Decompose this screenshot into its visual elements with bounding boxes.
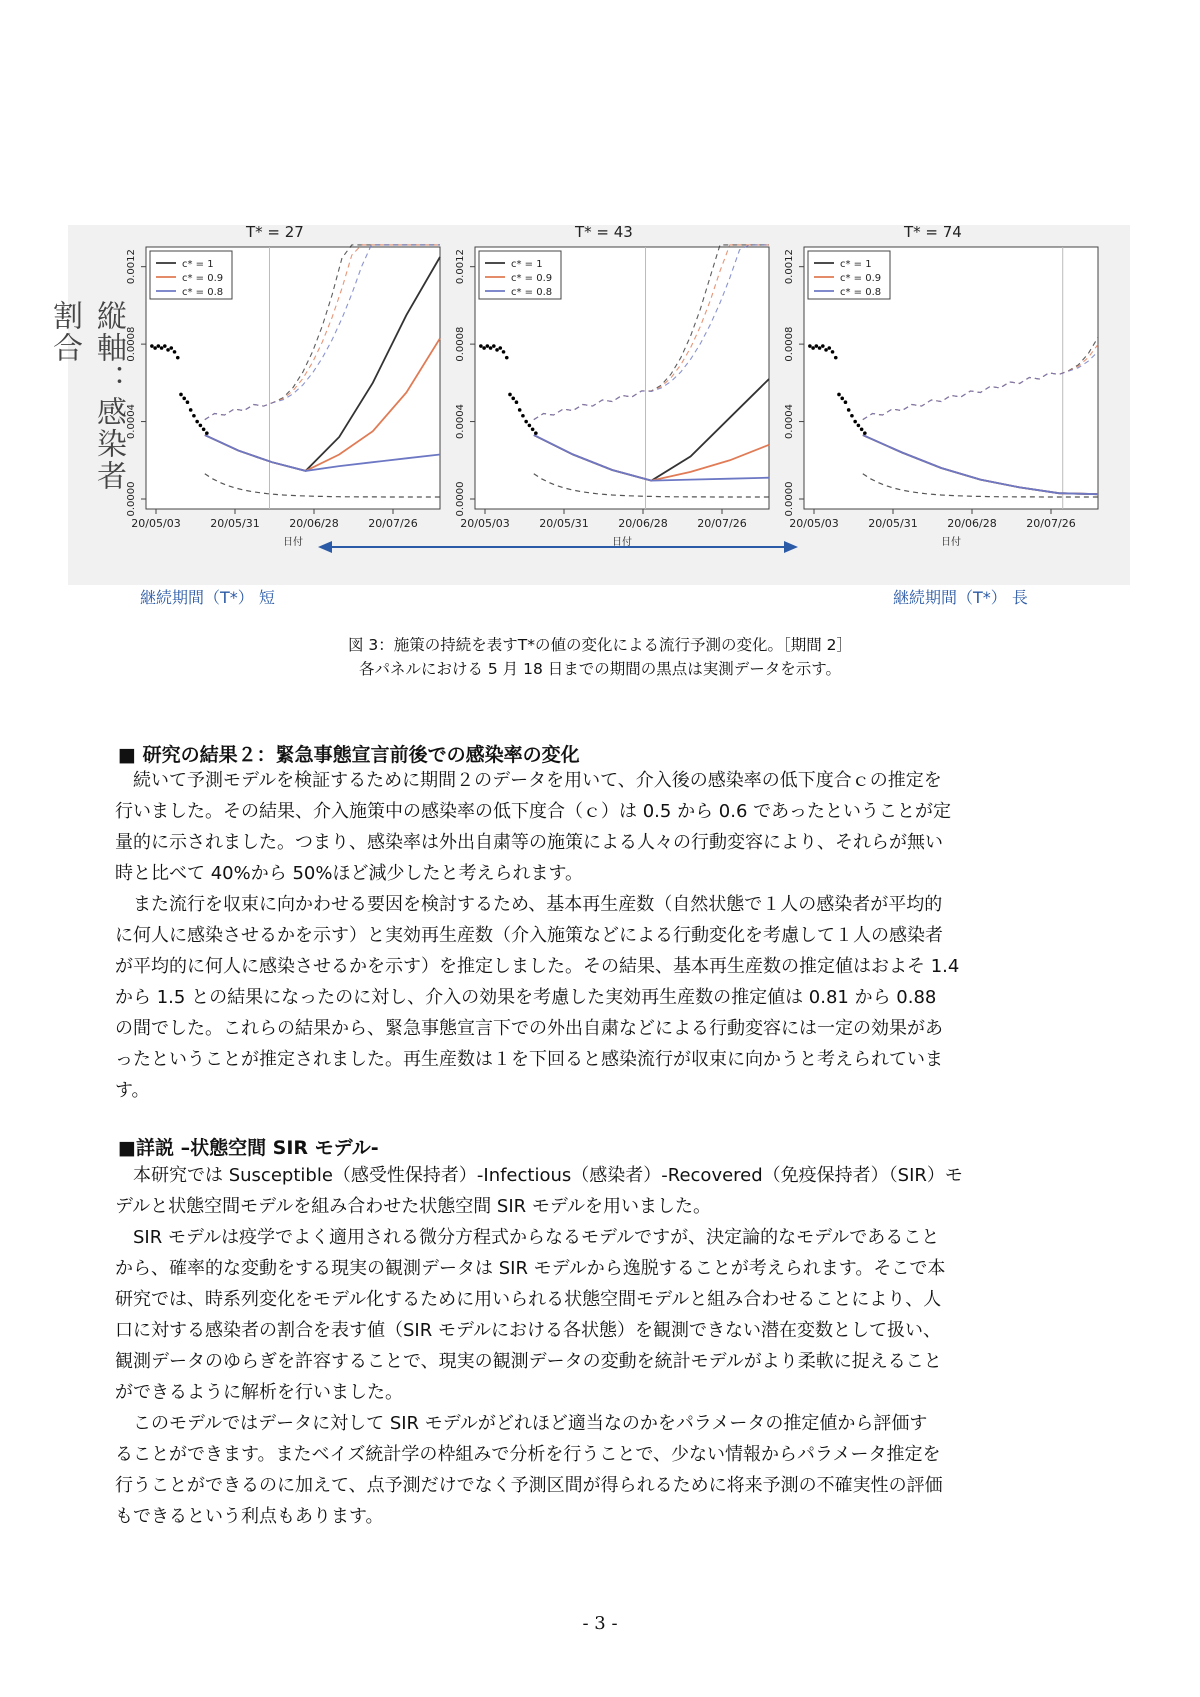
y-tick-label: 0.0008 (455, 326, 466, 362)
observed-point (150, 344, 154, 348)
x-tick-label: 20/05/31 (868, 517, 918, 530)
observed-point (495, 348, 499, 352)
observed-point (840, 397, 844, 401)
paragraph-line: もできるという利点もあります。 (115, 1506, 384, 1527)
paragraph-line: 続いて予測モデルを検証するために期間２のデータを用いて、介入後の感染率の低下度合ｃの推定を (133, 770, 942, 791)
paragraph-line: 量的に示されました。つまり、感染率は外出自粛等の施策による人々の行動変容により、それらが無い (115, 832, 943, 853)
x-tick-label: 20/06/28 (618, 517, 668, 530)
observed-point (844, 400, 848, 404)
observed-point (192, 414, 196, 418)
observed-point (199, 424, 203, 428)
observed-point (157, 344, 161, 348)
paragraph-line: 時と比べて 40%から 50%ほど減少したと考えられます。 (115, 863, 584, 884)
section-heading-sir-model: ■詳説 –状態空間 SIR モデル- (118, 1137, 379, 1159)
observed-point (182, 397, 186, 401)
figure-3 (47, 225, 1130, 585)
x-tick-label: 20/07/26 (697, 517, 747, 530)
paragraph-line: ることができます。またベイズ統計学の枠組みで分析を行うことで、少ない情報からパラメータ推定を (115, 1444, 941, 1465)
x-tick-label: 20/06/28 (289, 517, 339, 530)
x-tick-label: 20/07/26 (1026, 517, 1076, 530)
observed-point (837, 393, 841, 397)
observed-point (482, 346, 486, 350)
legend-label: c* = 0.9 (840, 273, 882, 284)
x-tick-label: 20/05/31 (539, 517, 589, 530)
paragraph-line: ができるように解析を行いました。 (115, 1382, 403, 1403)
observed-point (531, 428, 535, 432)
x-axis-label: 日付 (283, 537, 303, 548)
observed-point (186, 400, 190, 404)
observed-point (179, 393, 183, 397)
observed-point (827, 346, 831, 350)
observed-point (498, 346, 502, 350)
observed-point (163, 344, 167, 348)
paragraph-line: SIR モデルは疫学でよく適用される微分方程式からなるモデルですが、決定論的なモデルであること (133, 1227, 940, 1248)
x-tick-label: 20/05/03 (789, 517, 839, 530)
observed-point (811, 346, 815, 350)
observed-point (850, 414, 854, 418)
paragraph-line: このモデルではデータに対して SIR モデルがどれほど適当なのかをパラメータの推定値から評価す (133, 1413, 928, 1434)
observed-point (528, 424, 532, 428)
paragraph-line: 口に対する感染者の割合を表す値（SIR モデルにおける各状態）を観測できない潜在変数として扱い、 (115, 1320, 942, 1341)
paragraph-line: から 1.5 との結果になったのに対し、介入の効果を考慮した実効再生産数の推定値は 0.81 から 0.88 (115, 987, 937, 1008)
observed-point (166, 348, 170, 352)
paragraph-line: 観測データのゆらぎを許容することで、現実の観測データの変動を統計モデルがより柔軟に捉えること (115, 1351, 942, 1372)
paragraph-line: 行いました。その結果、介入施策中の感染率の低下度合（ｃ）は 0.5 から 0.6 であったということが定 (115, 801, 951, 822)
x-tick-label: 20/05/03 (460, 517, 510, 530)
observed-point (479, 344, 483, 348)
panel-title: T* = 74 (904, 225, 962, 241)
duration-long-label: 継続期間（T*） 長 (893, 588, 1028, 607)
y-tick-label: 0.0000 (455, 481, 466, 517)
paragraph-line: に何人に感染させるかを示す）と実効再生産数（介入施策などによる行動変化を考慮して１人の感染者 (115, 925, 943, 946)
observed-point (173, 350, 177, 354)
observed-point (160, 346, 164, 350)
paragraph-line: から、確率的な変動をする現実の観測データは SIR モデルから逸脱することが考えられます。そこで本 (115, 1258, 946, 1279)
x-tick-label: 20/05/03 (131, 517, 181, 530)
observed-point (824, 348, 828, 352)
caption-line-2: 各パネルにおける 5 月 18 日までの期間の黒点は実測データを示す。 (358, 660, 842, 678)
paragraph (115, 1222, 1100, 1408)
page-number: - 3 - (582, 1613, 618, 1634)
paragraph-line: が平均的に何人に感染させるかを示す）を推定しました。その結果、基本再生産数の推定値はおよそ 1.4 (115, 956, 960, 977)
paragraph (115, 765, 1100, 889)
paragraph-line: 行うことができるのに加えて、点予測だけでなく予測区間が得られるために将来予測の不確実性の評価 (115, 1475, 943, 1496)
legend-label: c* = 1 (182, 259, 214, 270)
observed-point (518, 408, 522, 412)
legend-label: c* = 0.9 (511, 273, 553, 284)
observed-point (169, 346, 173, 350)
paragraph (115, 1408, 1100, 1532)
observed-point (176, 356, 180, 360)
x-tick-label: 20/06/28 (947, 517, 997, 530)
arrow-head-left (318, 541, 332, 553)
paragraph-line: また流行を収束に向かわせる要因を検討するため、基本再生産数（自然状態で１人の感染者が平均的 (133, 894, 943, 915)
arrow-head-right (784, 541, 798, 553)
paragraph-line: ったということが推定されました。再生産数は１を下回ると感染流行が収束に向かうと考えられていま (115, 1049, 943, 1070)
observed-point (515, 400, 519, 404)
panel-title: T* = 43 (575, 225, 633, 241)
observed-point (508, 393, 512, 397)
paragraph-line: 本研究では Susceptible（感受性保持者）-Infectious（感染者）-Recovered（免疫保持者）（SIR）モ (133, 1165, 963, 1186)
duration-short-label: 継続期間（T*） 短 (140, 588, 275, 607)
section-heading-results-2: ■ 研究の結果２：緊急事態宣言前後での感染率の変化 (118, 744, 580, 766)
observed-point (534, 431, 538, 435)
observed-point (505, 356, 509, 360)
observed-point (502, 350, 506, 354)
observed-point (489, 346, 493, 350)
observed-point (860, 428, 864, 432)
y-tick-label: 0.0004 (784, 404, 795, 440)
y-axis-label: 縦軸：感染者割合 (47, 300, 126, 492)
observed-point (189, 408, 193, 412)
observed-point (521, 414, 525, 418)
panel-title: T* = 27 (246, 225, 304, 241)
observed-point (815, 344, 819, 348)
paragraph-line: の間でした。これらの結果から、緊急事態宣言下での外出自粛などによる行動変容には一定の効果があ (115, 1018, 943, 1039)
x-axis-label: 日付 (941, 537, 961, 548)
y-tick-label: 0.0000 (126, 481, 137, 517)
y-tick-label: 0.0008 (126, 326, 137, 362)
y-tick-label: 0.0000 (784, 481, 795, 517)
observed-point (524, 420, 528, 424)
observed-point (853, 420, 857, 424)
observed-point (511, 397, 515, 401)
observed-point (808, 344, 812, 348)
x-tick-label: 20/07/26 (368, 517, 418, 530)
x-axis-label: 日付 (612, 537, 632, 548)
paragraph-line: す。 (115, 1080, 150, 1101)
observed-point (492, 344, 496, 348)
caption-line-1: 図 3：施策の持続を表すT*の値の変化による流行予測の変化。［期間 2］ (347, 636, 853, 654)
legend-label: c* = 1 (840, 259, 872, 270)
figure-svg (47, 225, 1130, 585)
y-tick-label: 0.0004 (455, 404, 466, 440)
paragraph (115, 889, 1100, 1106)
paragraph-line: デルと状態空間モデルを組み合わせた状態空間 SIR モデルを用いました。 (115, 1196, 711, 1217)
observed-point (195, 420, 199, 424)
observed-point (153, 346, 157, 350)
observed-point (834, 356, 838, 360)
y-tick-label: 0.0012 (455, 249, 466, 285)
observed-point (818, 346, 822, 350)
figure-caption (0, 633, 1200, 681)
paragraph (115, 1160, 1100, 1222)
legend-label: c* = 0.8 (840, 287, 882, 298)
observed-point (486, 344, 490, 348)
observed-point (863, 431, 867, 435)
observed-point (202, 428, 206, 432)
legend-label: c* = 0.8 (511, 287, 553, 298)
observed-point (857, 424, 861, 428)
observed-point (205, 431, 209, 435)
y-tick-label: 0.0008 (784, 326, 795, 362)
observed-point (831, 350, 835, 354)
observed-point (821, 344, 825, 348)
y-tick-label: 0.0004 (126, 404, 137, 440)
x-tick-label: 20/05/31 (210, 517, 260, 530)
y-tick-label: 0.0012 (784, 249, 795, 285)
legend-label: c* = 0.9 (182, 273, 224, 284)
paragraph-line: 研究では、時系列変化をモデル化するために用いられる状態空間モデルと組み合わせることにより、人 (115, 1289, 942, 1310)
legend-label: c* = 0.8 (182, 287, 224, 298)
legend-label: c* = 1 (511, 259, 543, 270)
observed-point (847, 408, 851, 412)
y-tick-label: 0.0012 (126, 249, 137, 285)
